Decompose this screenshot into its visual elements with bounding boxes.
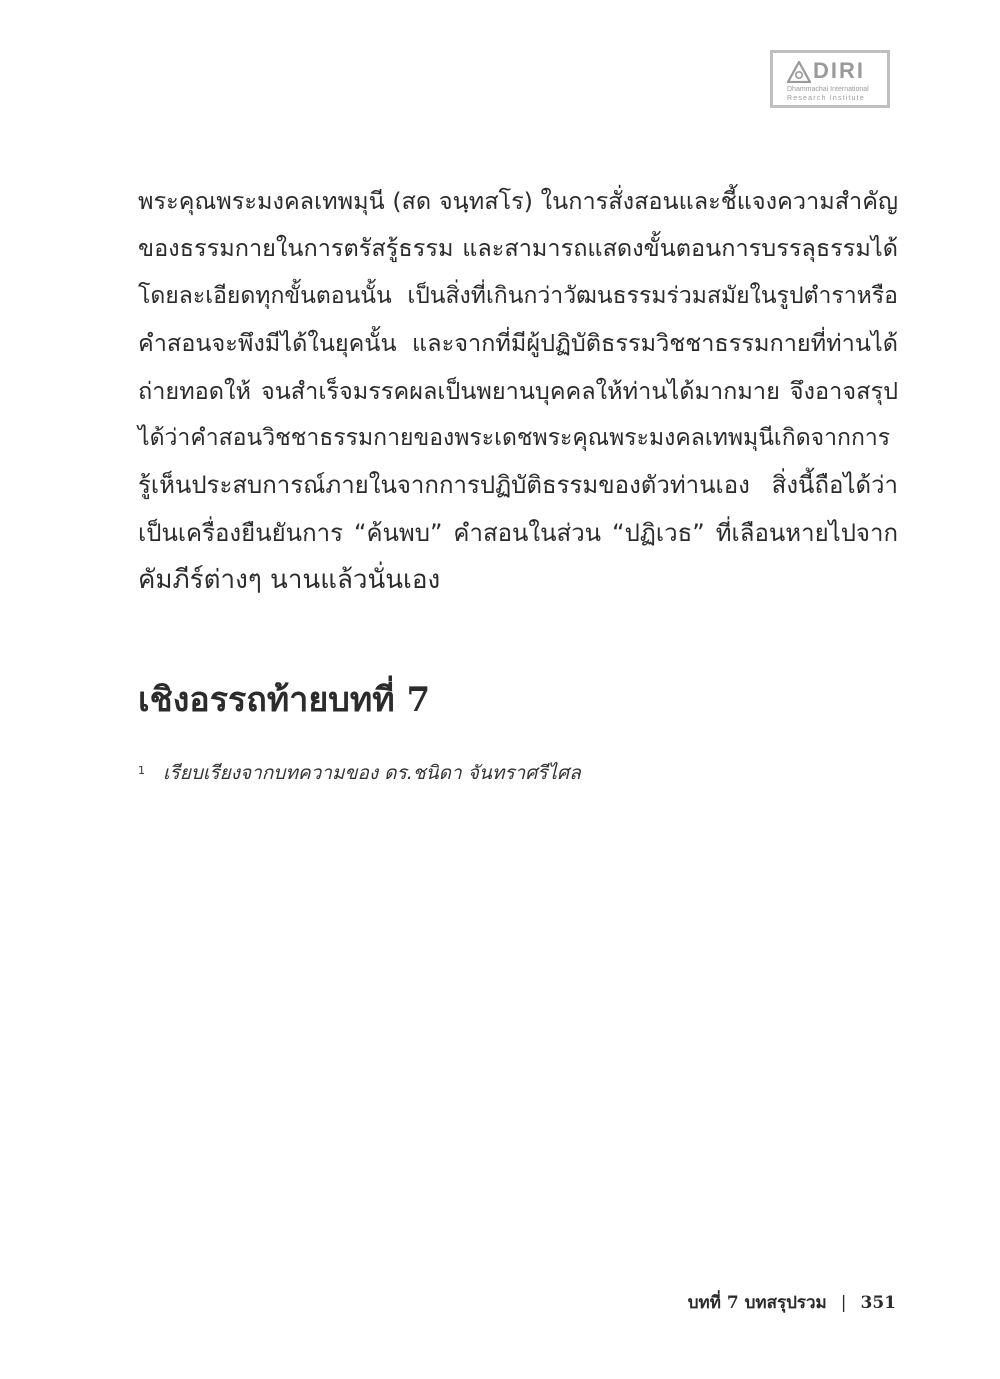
- body-line: พระคุณพระมงคลเทพมุนี (สด จนฺทสโร) ในการสั่งสอนและชี้แจงความสำคัญ: [138, 187, 898, 215]
- body-line: ถ่ายทอดให้ จนสำเร็จมรรคผลเป็นพยานบุคคลให้ท่านได้มากมาย จึงอาจสรุป: [138, 376, 898, 405]
- footnote-number: 1: [138, 764, 145, 777]
- logo-name: DIRI: [813, 58, 865, 83]
- diri-triangle-icon: [787, 61, 811, 83]
- page-footer: [688, 1291, 896, 1315]
- body-paragraph: [138, 178, 898, 605]
- body-line: โดยละเอียดทุกขั้นตอนนั้น เป็นสิ่งที่เกินกว่าวัฒนธรรมร่วมสมัยในรูปตำราหรือ: [138, 282, 898, 309]
- footnote: [138, 760, 581, 786]
- diri-logo: [770, 50, 890, 108]
- body-line: รู้เห็นประสบการณ์ภายในจากการปฏิบัติธรรมของตัวท่านเอง สิ่งนี้ถือได้ว่า: [138, 471, 898, 500]
- body-line: เป็นเครื่องยืนยันการ “ค้นพบ” คำสอนในส่วน “ปฏิเวธ” ที่เลือนหายไปจาก: [138, 518, 898, 547]
- body-line: ได้ว่าคำสอนวิชชาธรรมกายของพระเดชพระคุณพระมงคลเทพมุนีเกิดจากการ: [138, 424, 891, 451]
- footer-separator: |: [840, 1293, 847, 1313]
- logo-subtitle-1: Dhammachai International: [787, 86, 869, 93]
- body-line-last: คัมภีร์ต่างๆ นานแล้วนั่นเอง: [138, 565, 441, 596]
- body-line: ของธรรมกายในการตรัสรู้ธรรม และสามารถแสดงขั้นตอนการบรรลุธรรมได้: [138, 234, 898, 263]
- page-number: 351: [860, 1293, 896, 1313]
- body-line: คำสอนจะพึงมีได้ในยุคนั้น และจากที่มีผู้ปฏิบัติธรรมวิชชาธรรมกายที่ท่านได้: [138, 329, 898, 358]
- section-heading: เชิงอรรถท้ายบทที่ 7: [138, 680, 431, 720]
- logo-subtitle-2: Research Institute: [787, 95, 866, 102]
- footnote-text: เรียบเรียงจากบทความของ ดร.ชนิดา จันทราศรีไศล: [163, 762, 581, 784]
- footer-chapter: บทที่ 7 บทสรุปรวม: [687, 1293, 827, 1313]
